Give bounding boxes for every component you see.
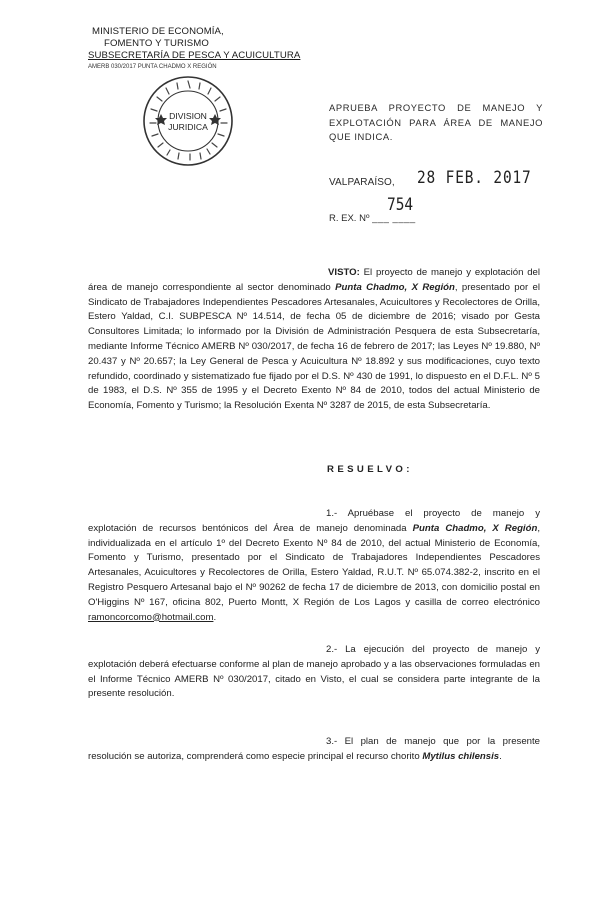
ministry-subname: FOMENTO Y TURISMO [104,38,209,50]
email-link[interactable]: ramoncorcomo@hotmail.com [88,611,214,623]
point-1-text-end: . [213,611,217,623]
visto-label: VISTO: [328,267,360,278]
point-3-text-start: El plan de manejo que por la presente resolución se autoriza, comprenderá como especie principal el recurso chorito [88,736,540,762]
point-1-text-mid: , individualizada en el artículo 1º del Decreto Exento Nº 84 de 2010, del actual Ministerio de Economía, Fomento y Turismo, presentado por el Sindicato de Trabajadores Independientes Pescadores Artesanales, Acuicultores y Recolectores de Orilla, Estero Yaldad, R.U.T. Nº 65.074.382-2, inscrito en el Registro Pesquero Artesanal bajo el Nº 90262 de fecha 17 de diciembre de 2013, con domicilio postal en O'Higgins Nº 167, oficina 802, Puerto Montt, X Región de Los Lagos y casilla de correo electrónico [88,522,540,608]
date-city: VALPARAÍSO, [329,177,395,188]
resolution-number: 754 [387,195,414,215]
resuelvo-heading: RESUELVO: [327,464,413,475]
stamped-date: 28 FEB. 2017 [416,168,532,188]
file-reference: AMERB 030/2017 PUNTA CHADMO X REGIÓN [88,63,217,70]
point-2-text: La ejecución del proyecto de manejo y explotación deberá efectuarse conforme al plan de manejo aprobado y a las observaciones formuladas en el Informe Técnico AMERB Nº 030/2017, citado en Visto, el cual se considera parte integrante de la presente resolución. [88,644,541,700]
point-1-number: 1.- [326,508,338,519]
letterhead [88,26,300,71]
resolution-label: R. EX. Nº [329,213,370,224]
resolution-point-1 [88,507,540,625]
date-line [329,168,552,188]
resolution-point-2 [88,643,540,702]
point-2-number: 2.- [326,644,338,655]
visto-paragraph [88,266,540,414]
official-seal-stamp [140,73,236,169]
species-name: Mytilus chilensis [422,750,500,762]
ministry-name: MINISTERIO DE ECONOMÍA, [92,26,224,37]
undersecretariat-name: SUBSECRETARÍA DE PESCA Y ACUICULTURA [88,50,301,62]
resolution-subject: APRUEBA PROYECTO DE MANEJO Y EXPLOTACIÓN PARA ÁREA DE MANEJO QUE INDICA. [329,102,543,143]
visto-area-name: Punta Chadmo, X Región [335,281,455,293]
resolution-point-3 [88,735,540,765]
point-1-area-name: Punta Chadmo, X Región [412,522,538,534]
seal-center-line1: DIVISION [169,111,207,121]
point-3-text-end: . [499,750,502,762]
resolution-dashes: ___ ____ [372,213,416,224]
seal-center-line2: JURIDICA [168,122,208,132]
resolution-number-line [329,195,416,224]
visto-text-start: El proyecto de manejo y explotación del área de manejo correspondiente al sector denominado [88,267,541,293]
visto-text-rest: , presentado por el Sindicato de Trabajadores Independientes Pescadores Artesanales, Acuicultores y Recolectores de Orilla, Estero Yaldad, C.I. SUBPESCA Nº 14.514, de fecha 05 de diciembre de 2016; visado por Gesta Consultores Limitada; lo informado por la División de Administración Pesquera de esta Subsecretaría, mediante Informe Técnico AMERB Nº 030/2017, de fecha 16 de febrero de 2017; las Leyes Nº 19.880, Nº 20.437 y Nº 20.657; la Ley General de Pesca y Acuicultura Nº 18.892 y sus modificaciones, cuyo texto refundido, coordinado y sistematizado fue fijado por el D.S. Nº 430 de 1991, lo dispuesto en el D.F.L. Nº 5 de 1983, el D.S. Nº 355 de 1995 y el Decreto Exento Nº 84 de 2010, todos del actual Ministerio de Economía, Fomento y Turismo; la Resolución Exenta Nº 3287 de 2015, de esta Subsecretaría. [88,281,540,412]
point-1-text-start: Apruébase el proyecto de manejo y explotación de recursos bentónicos del Área de manejo denominada [88,508,541,534]
point-3-number: 3.- [326,736,338,747]
